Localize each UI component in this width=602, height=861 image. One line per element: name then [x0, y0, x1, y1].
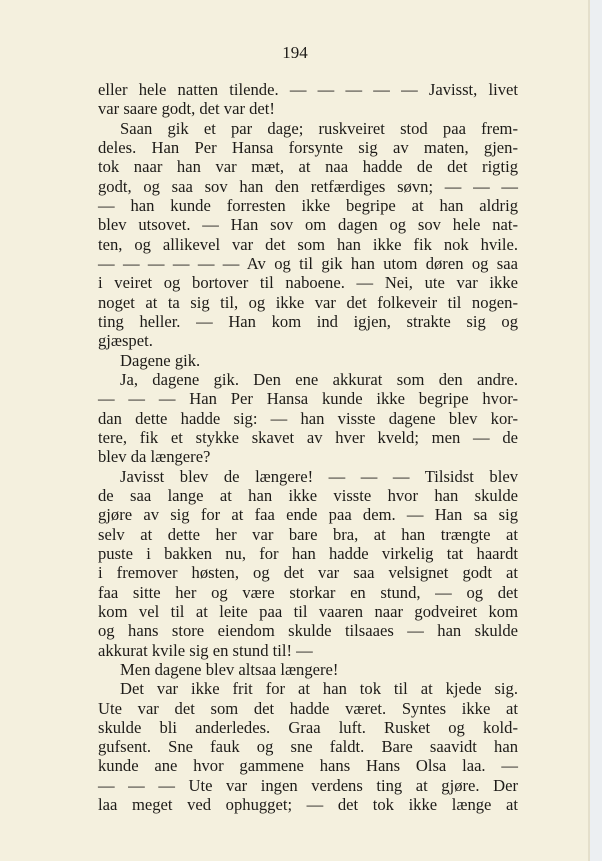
- text-line: ten, og allikevel var det som han ikke fik nok hvile.: [98, 234, 518, 254]
- text-line: tere, fik et stykke skavet av hver kveld; men — de: [98, 427, 518, 447]
- text-line: ting heller. — Han kom ind igjen, strakte sig og: [98, 311, 518, 331]
- text-line: i veiret og bortover til naboene. — Nei, ute var ikke: [98, 273, 518, 293]
- text-line: var saare godt, det var det!: [98, 99, 275, 119]
- text-line: gjæspet.: [98, 331, 153, 351]
- text-line: godt, og saa sov han den retfærdiges søvn; — — —: [98, 176, 518, 196]
- text-line: laa meget ved ophugget; — det tok ikke længe at: [98, 795, 518, 815]
- body-text: [98, 80, 518, 814]
- page-number: 194: [282, 43, 308, 62]
- text-line: faa sitte her og være storkar en stund, — og det: [98, 582, 518, 602]
- text-line: blev utsovet. — Han sov om dagen og sov hele nat-: [98, 215, 518, 235]
- text-line: akkurat kvile sig en stund til! —: [98, 640, 313, 660]
- text-line: Ute var det som det hadde været. Syntes ikke at: [98, 698, 518, 718]
- text-line: Saan gik et par dage; ruskveiret stod paa frem-: [120, 118, 518, 138]
- text-line: de saa lange at han ikke visste hvor han skulde: [98, 485, 518, 505]
- text-line: noget at ta sig til, og ikke var det folkeveir til nogen-: [98, 292, 518, 312]
- text-line: blev da længere?: [98, 447, 211, 467]
- text-line: selv at dette her var bare bra, at han trængte at: [98, 524, 518, 544]
- text-line: — — — Ute var ingen verdens ting at gjøre. Der: [98, 775, 518, 795]
- text-line: Ja, dagene gik. Den ene akkurat som den andre.: [120, 369, 518, 389]
- text-line: kom vel til at leite paa til vaaren naar godveiret kom: [98, 601, 518, 621]
- text-line: — han kunde forresten ikke begripe at han aldrig: [98, 195, 518, 215]
- text-line: gufsent. Sne fauk og sne faldt. Bare saavidt han: [98, 737, 518, 757]
- text-line: Javisst blev de længere! — — — Tilsidst blev: [120, 466, 518, 486]
- text-line: — — — Han Per Hansa kunde ikke begripe hvor-: [98, 389, 518, 409]
- text-line: dan dette hadde sig: — han visste dagene blev kor-: [98, 408, 518, 428]
- text-line: puste i bakken nu, for han hadde virkelig tat haardt: [98, 543, 518, 563]
- text-line: gjøre av sig for at faa ende paa dem. — Han sa sig: [98, 505, 518, 525]
- text-line: og hans store eiendom skulde tilsaaes — han skulde: [98, 621, 518, 641]
- text-line: Men dagene blev altsaa længere!: [120, 659, 339, 679]
- page-edge: [590, 0, 602, 861]
- text-line: skulde bli anderledes. Graa luft. Rusket og kold-: [98, 717, 518, 737]
- text-line: — — — — — — Av og til gik han utom døren og saa: [98, 253, 518, 273]
- text-line: deles. Han Per Hansa forsynte sig av maten, gjen-: [98, 137, 518, 157]
- text-line: tok naar han var mæt, at naa hadde de det rigtig: [98, 157, 518, 177]
- text-line: eller hele natten tilende. — — — — — Javisst, livet: [98, 80, 518, 99]
- text-line: kunde ane hvor gammene hans Hans Olsa laa. —: [98, 756, 518, 776]
- text-line: i fremover høsten, og det var saa velsignet godt at: [98, 563, 518, 583]
- text-line: Det var ikke frit for at han tok til at kjede sig.: [120, 679, 518, 699]
- text-line: Dagene gik.: [120, 350, 201, 370]
